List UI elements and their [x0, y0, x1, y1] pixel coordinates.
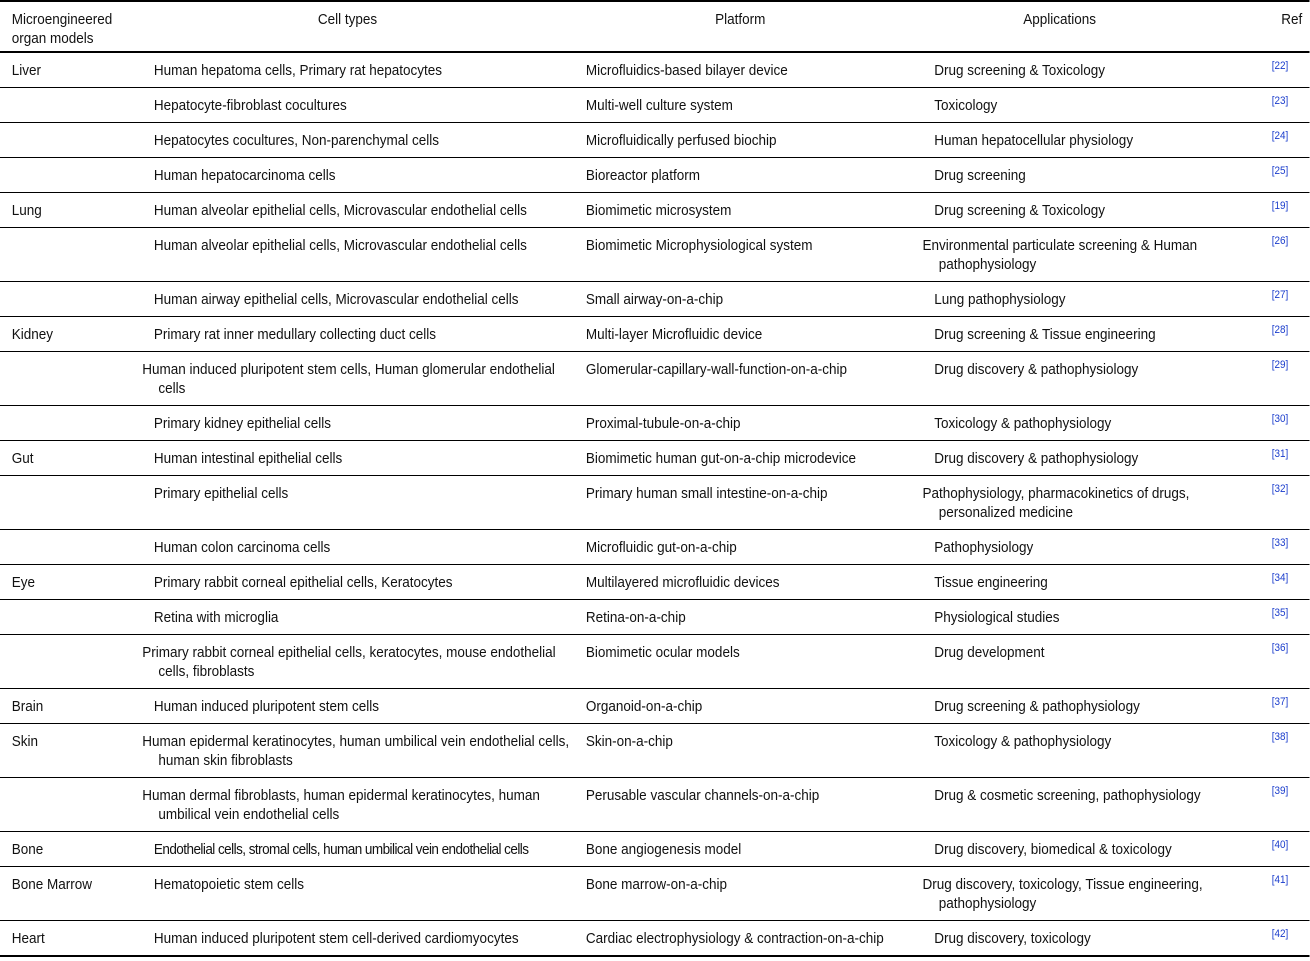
table-row — [0, 600, 1310, 635]
cells-cell: Human airway epithelial cells, Microvascular endothelial cells — [153, 291, 519, 308]
applications-cell: Drug screening & Tissue engineering — [934, 326, 1156, 343]
applications-cell: Tissue engineering — [934, 574, 1048, 591]
ref-link[interactable]: [26] — [1271, 235, 1289, 247]
cells-cell: Human induced pluripotent stem cells — [153, 698, 380, 715]
organ-cell: Skin — [11, 733, 38, 750]
organ-cell — [0, 778, 142, 831]
cells-cell: Human dermal fibroblasts, human epidermal keratinocytes, human umbilical vein endothelial cells — [142, 787, 540, 823]
platform-cell: Primary human small intestine-on-a-chip — [585, 485, 828, 502]
cells-cell: Human alveolar epithelial cells, Microvascular endothelial cells — [153, 202, 527, 219]
table-row — [0, 565, 1310, 600]
organ-cell — [0, 476, 142, 529]
organ-cell: Bone — [11, 841, 44, 858]
ref-link[interactable]: [30] — [1271, 413, 1289, 425]
table-row — [0, 193, 1310, 228]
applications-cell: Environmental particulate screening & Human pathophysiology — [922, 237, 1198, 273]
ref-link[interactable]: [24] — [1271, 130, 1289, 142]
platform-cell: Microfluidic gut-on-a-chip — [585, 539, 737, 556]
organ-cell: Eye — [11, 574, 35, 591]
table-row — [0, 158, 1310, 193]
platform-cell: Skin-on-a-chip — [585, 733, 673, 750]
cells-cell: Human hepatoma cells, Primary rat hepatocytes — [153, 62, 443, 79]
platform-cell: Biomimetic microsystem — [585, 202, 732, 219]
platform-cell: Multi-layer Microfluidic device — [585, 326, 763, 343]
platform-cell: Cardiac electrophysiology & contraction-on-a-chip — [585, 930, 884, 947]
platform-cell: Multilayered microfluidic devices — [585, 574, 780, 591]
applications-cell: Drug discovery, toxicology — [934, 930, 1091, 947]
organ-cell — [0, 352, 142, 405]
applications-cell: Pathophysiology — [934, 539, 1034, 556]
ref-link[interactable]: [42] — [1271, 928, 1289, 940]
table-row — [0, 317, 1310, 352]
header-applications: Applications — [1023, 11, 1097, 28]
organ-cell — [0, 88, 142, 122]
applications-cell: Human hepatocellular physiology — [934, 132, 1134, 149]
organ-cell — [0, 282, 142, 316]
cells-cell: Human epidermal keratinocytes, human umbilical vein endothelial cells, human skin fibroblasts — [142, 733, 570, 769]
table-row — [0, 635, 1310, 689]
applications-cell: Drug discovery, biomedical & toxicology — [934, 841, 1172, 858]
platform-cell: Bone marrow-on-a-chip — [585, 876, 727, 893]
platform-cell: Glomerular-capillary-wall-function-on-a-chip — [585, 361, 847, 378]
table-row — [0, 441, 1310, 476]
cells-cell: Hepatocyte-fibroblast cocultures — [153, 97, 347, 114]
applications-cell: Toxicology & pathophysiology — [934, 733, 1112, 750]
cells-cell: Primary epithelial cells — [153, 485, 289, 502]
organ-cell: Heart — [11, 930, 45, 947]
cells-cell: Human colon carcinoma cells — [153, 539, 331, 556]
platform-cell: Biomimetic ocular models — [585, 644, 740, 661]
applications-cell: Toxicology & pathophysiology — [934, 415, 1112, 432]
cells-cell: Human alveolar epithelial cells, Microvascular endothelial cells — [153, 237, 527, 254]
table-row — [0, 724, 1310, 778]
cells-cell: Retina with microglia — [153, 609, 279, 626]
organ-cell: Lung — [11, 202, 42, 219]
table-row — [0, 406, 1310, 441]
ref-link[interactable]: [39] — [1271, 785, 1289, 797]
table-row — [0, 53, 1310, 88]
table-row — [0, 867, 1310, 921]
organ-cell — [0, 600, 142, 634]
organ-cell — [0, 530, 142, 564]
cells-cell: Primary kidney epithelial cells — [153, 415, 331, 432]
platform-cell: Proximal-tubule-on-a-chip — [585, 415, 741, 432]
organ-cell: Liver — [11, 62, 41, 79]
ref-link[interactable]: [27] — [1271, 289, 1289, 301]
ref-link[interactable]: [37] — [1271, 696, 1289, 708]
ref-link[interactable]: [38] — [1271, 731, 1289, 743]
applications-cell: Toxicology — [934, 97, 998, 114]
table-row — [0, 352, 1310, 406]
organ-cell — [0, 228, 142, 281]
cells-cell: Primary rabbit corneal epithelial cells, Keratocytes — [153, 574, 453, 591]
applications-cell: Drug screening — [934, 167, 1026, 184]
table-row — [0, 123, 1310, 158]
cells-cell: Human induced pluripotent stem cells, Human glomerular endothelial cells — [142, 361, 555, 397]
ref-link[interactable]: [28] — [1271, 324, 1289, 336]
applications-cell: Lung pathophysiology — [934, 291, 1066, 308]
platform-cell: Microfluidically perfused biochip — [585, 132, 777, 149]
table-row — [0, 88, 1310, 123]
organ-cell: Brain — [11, 698, 44, 715]
platform-cell: Multi-well culture system — [585, 97, 733, 114]
platform-cell: Bone angiogenesis model — [585, 841, 742, 858]
ref-link[interactable]: [40] — [1271, 839, 1289, 851]
applications-cell: Drug discovery, toxicology, Tissue engineering, pathophysiology — [922, 876, 1203, 912]
table-row — [0, 689, 1310, 724]
cells-cell: Human intestinal epithelial cells — [153, 450, 343, 467]
header-cells: Cell types — [317, 11, 378, 28]
table-row — [0, 228, 1310, 282]
cells-cell: Hematopoietic stem cells — [153, 876, 304, 893]
header-ref: Ref — [1281, 11, 1303, 28]
applications-cell: Physiological studies — [934, 609, 1060, 626]
organ-cell — [0, 635, 142, 688]
applications-cell: Drug development — [934, 644, 1045, 661]
platform-cell: Retina-on-a-chip — [585, 609, 686, 626]
ref-link[interactable]: [35] — [1271, 607, 1289, 619]
applications-cell: Drug screening & Toxicology — [934, 62, 1106, 79]
ref-link[interactable]: [41] — [1271, 874, 1289, 886]
platform-cell: Bioreactor platform — [585, 167, 700, 184]
table-row — [0, 921, 1310, 957]
organ-cell — [0, 158, 142, 192]
ref-link[interactable]: [22] — [1271, 60, 1289, 72]
organ-cell — [0, 406, 142, 440]
applications-cell: Drug & cosmetic screening, pathophysiology — [934, 787, 1201, 804]
applications-cell: Drug discovery & pathophysiology — [934, 361, 1139, 378]
organ-cell: Gut — [11, 450, 34, 467]
applications-cell: Drug screening & pathophysiology — [934, 698, 1140, 715]
cells-cell: Human induced pluripotent stem cell-derived cardiomyocytes — [153, 930, 519, 947]
cells-cell: Primary rat inner medullary collecting duct cells — [153, 326, 437, 343]
table-header — [0, 0, 1310, 53]
table-row — [0, 530, 1310, 565]
ref-link[interactable]: [32] — [1271, 483, 1289, 495]
table-row — [0, 282, 1310, 317]
header-platform: Platform — [715, 11, 766, 28]
ref-link[interactable]: [31] — [1271, 448, 1289, 460]
platform-cell: Biomimetic Microphysiological system — [585, 237, 813, 254]
header-organ: Microengineered organ models — [11, 11, 113, 47]
platform-cell: Microfluidics-based bilayer device — [585, 62, 788, 79]
ref-link[interactable]: [29] — [1271, 359, 1289, 371]
ref-link[interactable]: [23] — [1271, 95, 1289, 107]
ref-link[interactable]: [33] — [1271, 537, 1289, 549]
platform-cell: Small airway-on-a-chip — [585, 291, 724, 308]
cells-cell: Endothelial cells, stromal cells, human umbilical vein endothelial cells — [153, 841, 529, 858]
ref-link[interactable]: [19] — [1271, 200, 1289, 212]
table-row — [0, 476, 1310, 530]
cells-cell: Hepatocytes cocultures, Non-parenchymal cells — [153, 132, 440, 149]
ref-link[interactable]: [36] — [1271, 642, 1289, 654]
applications-cell: Drug screening & Toxicology — [934, 202, 1106, 219]
organ-cell: Bone Marrow — [11, 876, 92, 893]
ref-link[interactable]: [25] — [1271, 165, 1289, 177]
ref-link[interactable]: [34] — [1271, 572, 1289, 584]
platform-cell: Perusable vascular channels-on-a-chip — [585, 787, 820, 804]
table-row — [0, 778, 1310, 832]
cells-cell: Human hepatocarcinoma cells — [153, 167, 336, 184]
organ-cell — [0, 123, 142, 157]
organ-cell: Kidney — [11, 326, 53, 343]
applications-cell: Pathophysiology, pharmacokinetics of drugs, personalized medicine — [922, 485, 1190, 521]
platform-cell: Biomimetic human gut-on-a-chip microdevice — [585, 450, 857, 467]
platform-cell: Organoid-on-a-chip — [585, 698, 703, 715]
applications-cell: Drug discovery & pathophysiology — [934, 450, 1139, 467]
table-row — [0, 832, 1310, 867]
cells-cell: Primary rabbit corneal epithelial cells, keratocytes, mouse endothelial cells, fibroblasts — [142, 644, 556, 680]
